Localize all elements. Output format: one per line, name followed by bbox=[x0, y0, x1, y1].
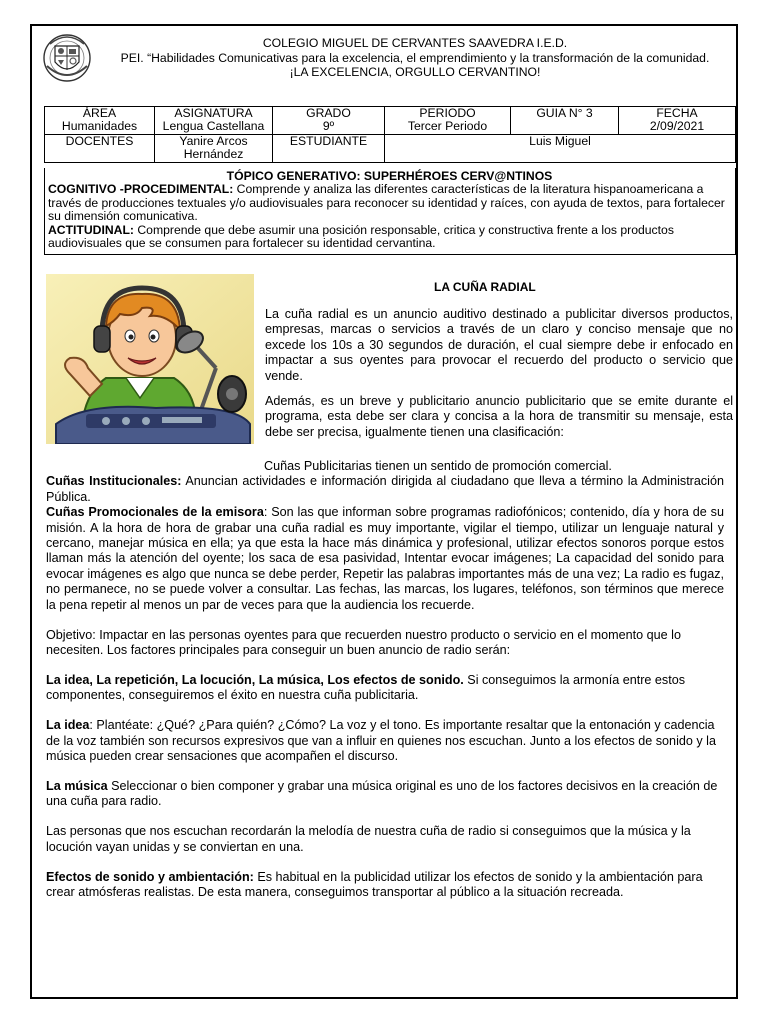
document-page bbox=[30, 24, 738, 999]
date-value: 2/09/2021 bbox=[649, 119, 705, 134]
music-label: La música bbox=[46, 778, 108, 793]
objective-paragraph: Objetivo: Impactar en las personas oyentes para que recuerden nuestro producto o servicio en el momento que lo necesiten. Los factores principales para conseguir un buen anuncio de radio serán: bbox=[46, 627, 681, 657]
period-value: Tercer Periodo bbox=[407, 119, 488, 134]
promo-label: Cuñas Promocionales de la emisora bbox=[46, 505, 264, 520]
promo-text: : Son las que informan sobre programas radiofónicos; contenido, día y hora de su misión. A la hora de hora de grabar una cuña radial es muy importante, vigilar el tiempo, utilizar un lenguaje natural y cercano, manejar música en ella; ya que esta la hace más dinámica y profesional, utilizar efectos sonoros porque estos llaman más la atención del oyente; los saca de esa pasividad, Intentar evocar imágenes; La capacidad del sonido para evocar imágenes es algo que nunca se debe perder, Repetir las palabras importantes más de una vez; La radio es fugaz, no permanece, no se puede volver a consultar. Las fechas, las marcas, los lugares, teléfonos, son términos que merece la pena repetir al menos un par de veces para que la audiencia los recuerde. bbox=[46, 505, 724, 612]
cognitive-text: Comprende y analiza las diferentes características de la literatura hispanoamericana a través de producciones textuales y/o audiovisuales para reconocer su identidad y raíces, con ayuda de textos, para fortalecer su dimensión comunicativa. bbox=[48, 182, 725, 224]
idea-text: : Plantéate: ¿Qué? ¿Para quién? ¿Cómo? La voz y el tono. Es importante resaltar que la entonación y cadencia de la voz también son recursos expresivos que van a influir en quienes nos escuchan. Junto a los efectos de sonido y la música pueden crear sensaciones que acompañen el discurso. bbox=[46, 718, 716, 763]
table-row bbox=[45, 107, 736, 135]
date-cell bbox=[619, 107, 736, 135]
main-text bbox=[46, 459, 724, 915]
generative-topic: TÓPICO GENERATIVO: SUPERHÉROES CERV@NTINOS bbox=[226, 169, 553, 183]
school-name: COLEGIO MIGUEL DE CERVANTES SAAVEDRA I.E.D. bbox=[262, 36, 568, 50]
area-cell bbox=[45, 107, 155, 135]
grade-cell bbox=[273, 107, 385, 135]
teachers-value-cell: Yanire Arcos Hernández bbox=[155, 134, 273, 162]
pei-statement: PEI. “Habilidades Comunicativas para la excelencia, el emprendimiento y la transformación de la comunidad. bbox=[120, 50, 710, 65]
document-header bbox=[32, 36, 736, 80]
attitudinal-label: ACTITUDINAL: bbox=[48, 222, 134, 237]
grade-value: 9º bbox=[322, 119, 335, 134]
melody-paragraph: Las personas que nos escuchan recordarán la melodía de nuestra cuña de radio si conseguimos que la música y la locución vayan unidas y se conviertan en una. bbox=[46, 824, 691, 854]
subject-label: ASIGNATURA bbox=[174, 106, 253, 120]
intro-paragraph-1: La cuña radial es un anuncio auditivo destinado a publicitar diversos productos, empresas, marcas o servicios a través de un claro y conciso mensaje que no excede los 10s a 30 segundos de duración, el cual siempre debe ir enfocado en impactar a sus oyentes para provocar el recuerdo del producto o servicio que vende. bbox=[265, 307, 733, 383]
factors-text: Si conseguimos la armonía entre estos componentes, conseguiremos el éxito en nuestra cuña publicitaria. bbox=[46, 672, 685, 703]
intro-paragraph-2: Además, es un breve y publicitario anuncio publicitario que se emite durante el programa, esta debe ser clara y concisa a la hora de transmitir su mensaje, esta debe ser precisa, igualmente tienen una clasificación: bbox=[265, 394, 733, 439]
music-paragraph bbox=[46, 779, 724, 810]
guide-cell bbox=[511, 107, 619, 135]
idea-paragraph bbox=[46, 718, 724, 764]
school-motto: ¡LA EXCELENCIA, ORGULLO CERVANTINO! bbox=[289, 65, 541, 80]
factors-label: La idea, La repetición, La locución, La música, Los efectos de sonido. bbox=[46, 672, 464, 687]
idea-label: La idea bbox=[46, 718, 90, 733]
objectives-box bbox=[44, 168, 736, 255]
commercial-ads: Cuñas Publicitarias tienen un sentido de promoción comercial. bbox=[264, 459, 612, 473]
grade-label: GRADO bbox=[306, 106, 351, 120]
period-label: PERIODO bbox=[419, 106, 476, 120]
student-value-cell: Luis Miguel bbox=[385, 134, 736, 162]
subject-cell bbox=[155, 107, 273, 135]
radio-host-illustration bbox=[46, 274, 254, 444]
music-text: Seleccionar o bien componer y grabar una música original es uno de los factores decisivos en la creación de una cuña para radio. bbox=[46, 778, 718, 809]
date-label: FECHA bbox=[656, 106, 698, 120]
subject-value: Lengua Castellana bbox=[162, 119, 265, 134]
teachers-label-cell: DOCENTES bbox=[45, 134, 155, 162]
guide-label: GUIA N° 3 bbox=[536, 106, 593, 120]
table-row bbox=[45, 134, 736, 162]
promotional-ads bbox=[46, 505, 724, 613]
effects-paragraph bbox=[46, 870, 724, 901]
institutional-ads bbox=[46, 474, 724, 505]
period-cell bbox=[385, 107, 511, 135]
article-title: LA CUÑA RADIAL bbox=[434, 280, 536, 294]
student-label-cell: ESTUDIANTE bbox=[273, 134, 385, 162]
institutional-label: Cuñas Institucionales: bbox=[46, 474, 182, 489]
institutional-text: Anuncian actividades e información dirigida al ciudadano que lleva a término la Administración Pública. bbox=[46, 474, 724, 504]
area-label: ÁREA bbox=[82, 106, 117, 120]
cognitive-objective bbox=[48, 183, 731, 223]
effects-text: Es habitual en la publicidad utilizar los efectos de sonido y la ambientación para crear atmósferas realistas. De esta manera, conseguimos transportar al público a la situación recreada. bbox=[46, 869, 703, 899]
factors-paragraph bbox=[46, 673, 724, 704]
cognitive-label: COGNITIVO -PROCEDIMENTAL: bbox=[48, 182, 234, 197]
area-value: Humanidades bbox=[61, 119, 138, 134]
info-table bbox=[44, 106, 736, 163]
effects-label: Efectos de sonido y ambientación: bbox=[46, 869, 254, 884]
attitudinal-text: Comprende que debe asumir una posición responsable, critica y constructiva frente a los productos audiovisuales que se consumen para fortalecer su identidad cervantina. bbox=[48, 222, 674, 251]
attitudinal-objective bbox=[48, 224, 731, 251]
